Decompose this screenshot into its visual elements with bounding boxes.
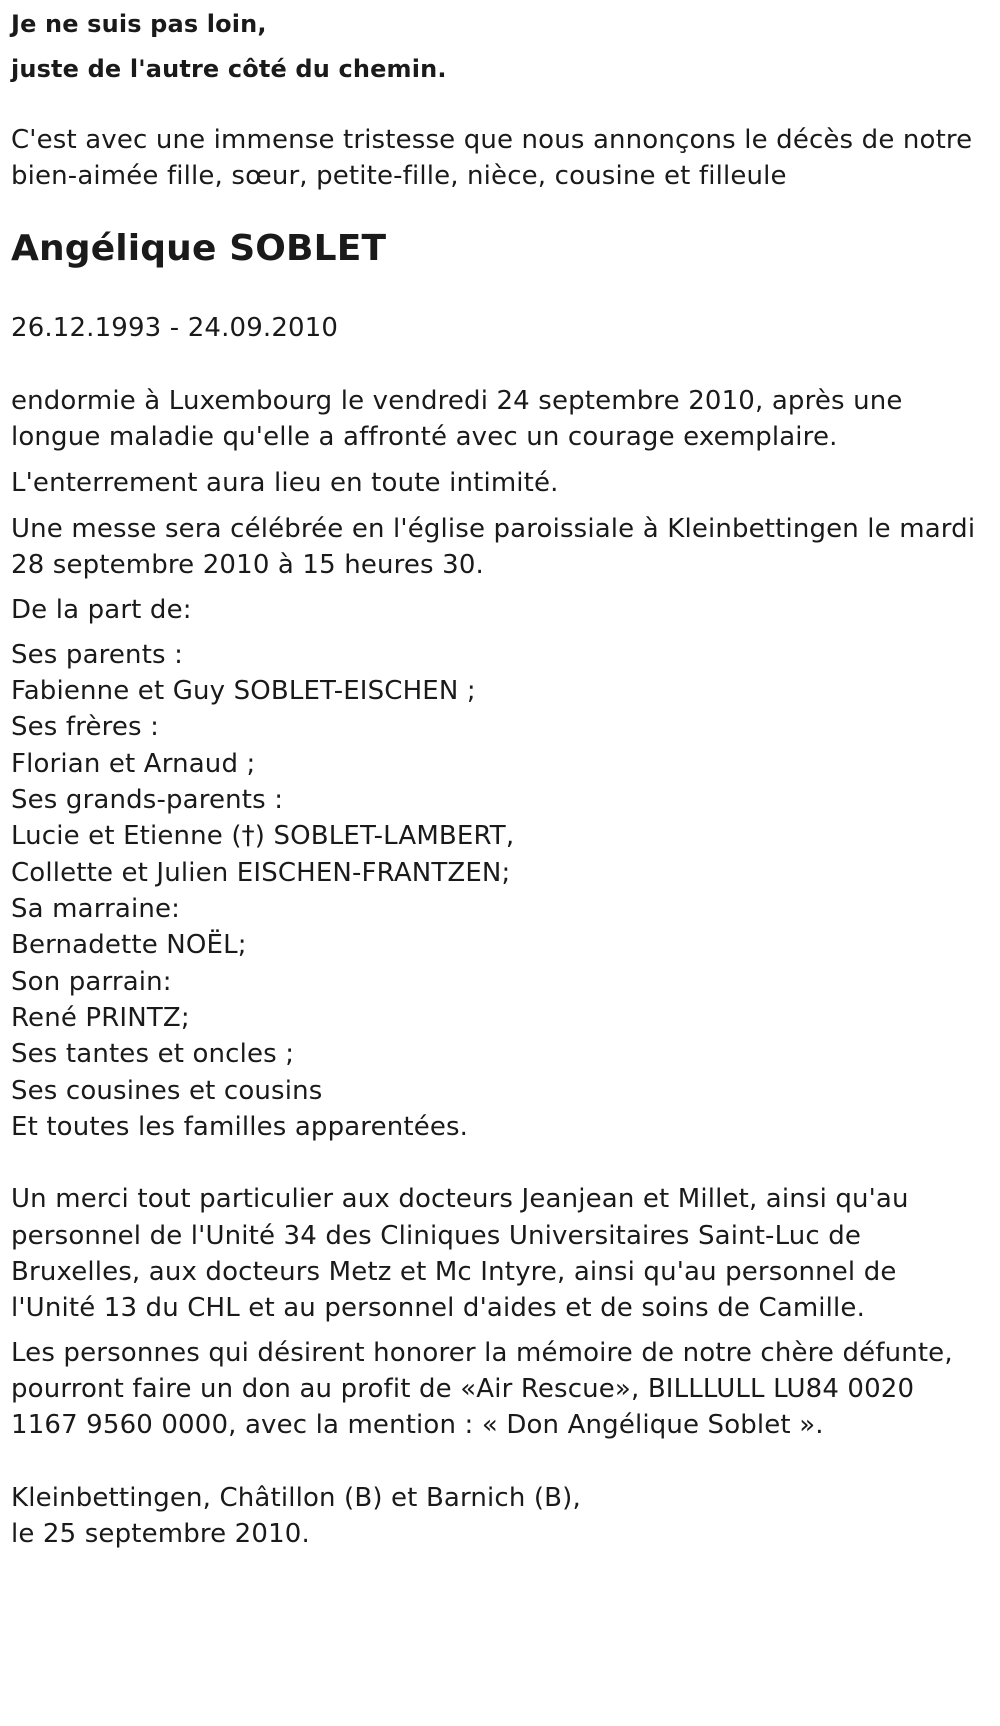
burial-notice: L'enterrement aura lieu en toute intimité. — [11, 468, 559, 498]
family-line: Son parrain: — [11, 967, 172, 997]
family-line: René PRINTZ; — [11, 1003, 190, 1033]
verse-line-1: Je ne suis pas loin, — [11, 10, 267, 38]
signoff-place: Kleinbettingen, Châtillon (B) et Barnich (B), — [11, 1483, 581, 1513]
family-line: Ses frères : — [11, 712, 160, 742]
family-line: Sa marraine: — [11, 894, 181, 924]
family-line: Collette et Julien EISCHEN-FRANTZEN; — [11, 858, 511, 888]
thanks-line: l'Unité 13 du CHL et au personnel d'aides et de soins de Camille. — [11, 1293, 865, 1323]
family-line: Lucie et Etienne (†) SOBLET-LAMBERT, — [11, 821, 515, 851]
death-line-2: longue maladie qu'elle a affronté avec un courage exemplaire. — [11, 422, 838, 452]
donation-line: Les personnes qui désirent honorer la mémoire de notre chère défunte, — [11, 1338, 953, 1368]
death-line-1: endormie à Luxembourg le vendredi 24 septembre 2010, après une — [11, 386, 903, 416]
mass-line-1: Une messe sera célébrée en l'église paroissiale à Kleinbettingen le mardi — [11, 514, 976, 544]
donation-line: 1167 9560 0000, avec la mention : « Don Angélique Soblet ». — [11, 1410, 824, 1440]
deceased-name: Angélique SOBLET — [11, 228, 387, 269]
life-dates: 26.12.1993 - 24.09.2010 — [11, 313, 339, 343]
signoff-date: le 25 septembre 2010. — [11, 1519, 310, 1549]
family-line: Et toutes les familles apparentées. — [11, 1112, 469, 1142]
family-line: Fabienne et Guy SOBLET-EISCHEN ; — [11, 676, 476, 706]
from-label: De la part de: — [11, 595, 192, 625]
announcement-line-1: C'est avec une immense tristesse que nous annonçons le décès de notre — [11, 125, 973, 155]
family-line: Ses cousines et cousins — [11, 1076, 323, 1106]
family-line: Ses parents : — [11, 640, 184, 670]
thanks-line: Un merci tout particulier aux docteurs Jeanjean et Millet, ainsi qu'au — [11, 1184, 909, 1214]
family-line: Bernadette NOËL; — [11, 930, 247, 960]
family-line: Ses tantes et oncles ; — [11, 1039, 295, 1069]
donation-line: pourront faire un don au profit de «Air Rescue», BILLLULL LU84 0020 — [11, 1374, 915, 1404]
verse-line-2: juste de l'autre côté du chemin. — [11, 55, 447, 83]
family-line: Ses grands-parents : — [11, 785, 284, 815]
thanks-line: Bruxelles, aux docteurs Metz et Mc Intyre, ainsi qu'au personnel de — [11, 1257, 897, 1287]
mass-line-2: 28 septembre 2010 à 15 heures 30. — [11, 550, 484, 580]
family-line: Florian et Arnaud ; — [11, 749, 256, 779]
announcement-line-2: bien-aimée fille, sœur, petite-fille, nièce, cousine et filleule — [11, 161, 787, 191]
thanks-line: personnel de l'Unité 34 des Cliniques Universitaires Saint-Luc de — [11, 1221, 862, 1251]
